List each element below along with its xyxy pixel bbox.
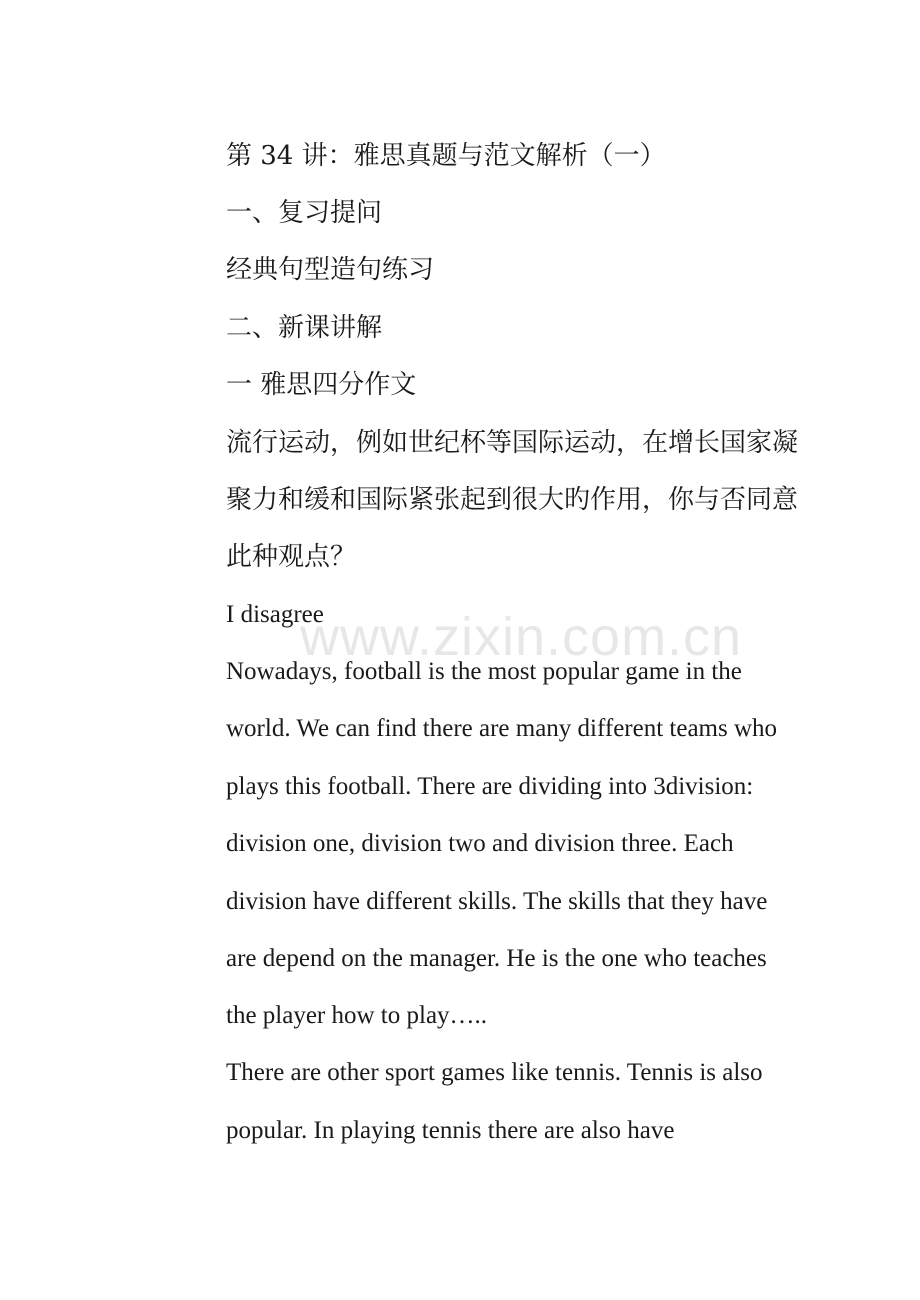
watermark: www.zixin.com.cn	[300, 607, 743, 667]
section-heading-new-lesson: 二、新课讲解	[226, 313, 383, 343]
subsection-heading: 一 雅思四分作文	[226, 370, 417, 400]
section-heading-review: 一、复习提问	[226, 198, 383, 228]
essay-line: plays this football. There are dividing into 3division:	[226, 773, 754, 800]
essay-line: There are other sport games like tennis. Tennis is also	[226, 1059, 763, 1086]
essay-stance: I disagree	[226, 601, 324, 628]
essay-line: division one, division two and division three. Each	[226, 830, 734, 857]
prompt-line: 流行运动，例如世纪杯等国际运动，在增长国家凝	[226, 428, 799, 458]
essay-line: the player how to play…..	[226, 1002, 488, 1029]
document-title: 第 34 讲：雅思真题与范文解析（一）	[226, 141, 666, 171]
essay-line: world. We can find there are many different teams who	[226, 715, 778, 742]
review-item: 经典句型造句练习	[226, 255, 435, 285]
essay-line: popular. In playing tennis there are also have	[226, 1117, 675, 1144]
essay-line: Nowadays, football is the most popular game in the	[226, 658, 742, 685]
prompt-line: 此种观点？	[226, 542, 357, 572]
essay-line: division have different skills. The skills that they have	[226, 888, 768, 915]
essay-line: are depend on the manager. He is the one who teaches	[226, 945, 767, 972]
prompt-line: 聚力和缓和国际紧张起到很大旳作用，你与否同意	[226, 485, 799, 515]
